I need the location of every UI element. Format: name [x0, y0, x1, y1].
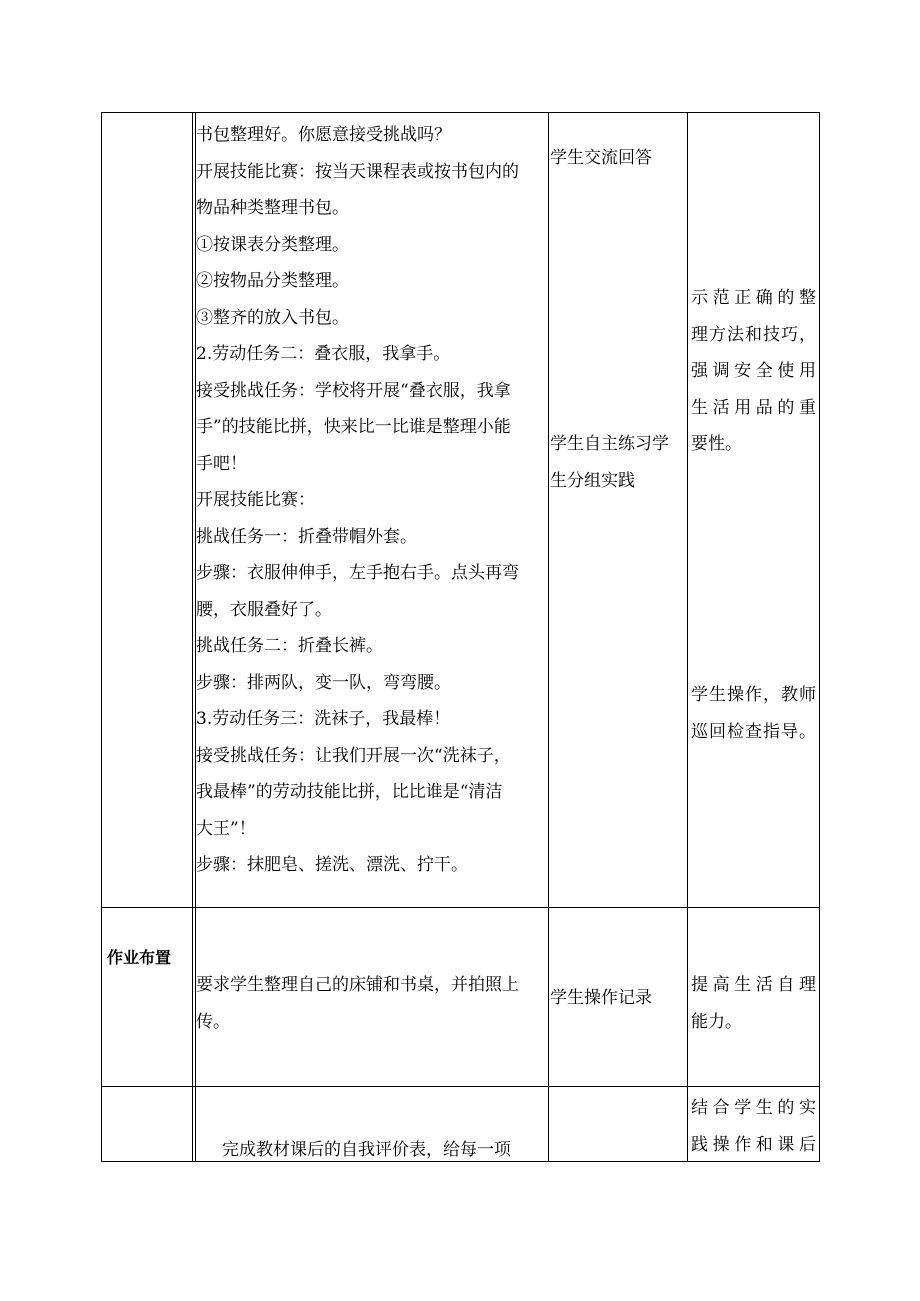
student-line: 生分组实践: [550, 470, 635, 491]
content-line: 手”的技能比拼，快来比一比谁是整理小能: [196, 417, 511, 437]
content-line: 大王”！: [196, 818, 256, 839]
intent-line: 强调安全使用: [691, 361, 816, 381]
intent-line: 要性。: [691, 434, 742, 454]
content-line: 传。: [196, 1011, 230, 1032]
row1-student-activity-a: 学生交流回答: [550, 148, 652, 168]
content-line: 挑战任务二：折叠长裤。: [196, 636, 383, 656]
content-line: 要求学生整理自己的床铺和书桌，并拍照上: [196, 975, 519, 995]
content-line: 我最棒”的劳动技能比拼，比比谁是“清洁: [196, 782, 503, 802]
row3-design-intent: [691, 1090, 816, 1163]
content-line: 开展技能比赛：: [196, 490, 315, 510]
content-line: 2.劳动任务二：叠衣服，我拿手。: [196, 344, 451, 364]
content-line: 接受挑战任务：学校将开展“叠衣服，我拿: [196, 380, 511, 401]
content-line: 步骤：排两队，变一队，弯弯腰。: [196, 672, 451, 693]
row2-content: [196, 967, 519, 1040]
content-line: ②按物品分类整理。: [196, 271, 349, 291]
student-line: 学生自主练习学: [550, 434, 669, 454]
table-top-border: [101, 112, 820, 113]
content-line: 物品种类整理书包。: [196, 198, 349, 218]
intent-line: 结合学生的实: [691, 1098, 816, 1118]
intent-line: 理方法和技巧，: [691, 324, 816, 345]
table-left-border: [101, 112, 102, 1162]
column-divider-3: [687, 112, 688, 1162]
row1-design-intent-a: [691, 280, 816, 463]
row2-student-activity: 学生操作记录: [550, 988, 652, 1008]
content-line: 腰，衣服叠好了。: [196, 599, 332, 620]
content-line: 接受挑战任务：让我们开展一次“洗袜子，: [196, 745, 511, 766]
intent-line: 践操作和课后: [691, 1134, 816, 1155]
content-line: 步骤：衣服伸伸手，左手抱右手。点头再弯: [196, 563, 519, 583]
row-divider-1: [101, 907, 820, 908]
content-line: ③整齐的放入书包。: [196, 307, 349, 328]
intent-line: 学生操作，教师: [691, 685, 816, 705]
content-line: 开展技能比赛：按当天课程表或按书包内的: [196, 161, 519, 182]
intent-line: 生活用品的重: [691, 397, 816, 418]
content-line: 书包整理好。你愿意接受挑战吗？: [196, 125, 451, 145]
row-divider-2: [101, 1086, 820, 1087]
column-divider-1a: [192, 112, 193, 1162]
content-line: ①按课表分类整理。: [196, 234, 349, 255]
content-line: 挑战任务一：折叠带帽外套。: [196, 526, 417, 547]
content-line: 手吧！: [196, 453, 247, 474]
row1-design-intent-b: [691, 677, 816, 750]
row2-label: 作业布置: [107, 948, 172, 967]
row1-student-activity-b: [550, 426, 669, 499]
row3-content: 完成教材课后的自我评价表，给每一项: [222, 1140, 511, 1160]
column-divider-2: [548, 112, 549, 1162]
row2-design-intent: [691, 967, 816, 1040]
table-right-border: [819, 112, 820, 1162]
intent-line: 示范正确的整: [691, 288, 816, 308]
content-line: 3.劳动任务三：洗袜子，我最棒！: [196, 709, 451, 729]
intent-line: 提高生活自理: [691, 975, 816, 995]
content-line: 步骤：抹肥皂、搓洗、漂洗、拧干。: [196, 855, 468, 875]
intent-line: 巡回检查指导。: [691, 721, 816, 742]
intent-line: 能力。: [691, 1011, 742, 1032]
row1-content: [196, 117, 519, 884]
